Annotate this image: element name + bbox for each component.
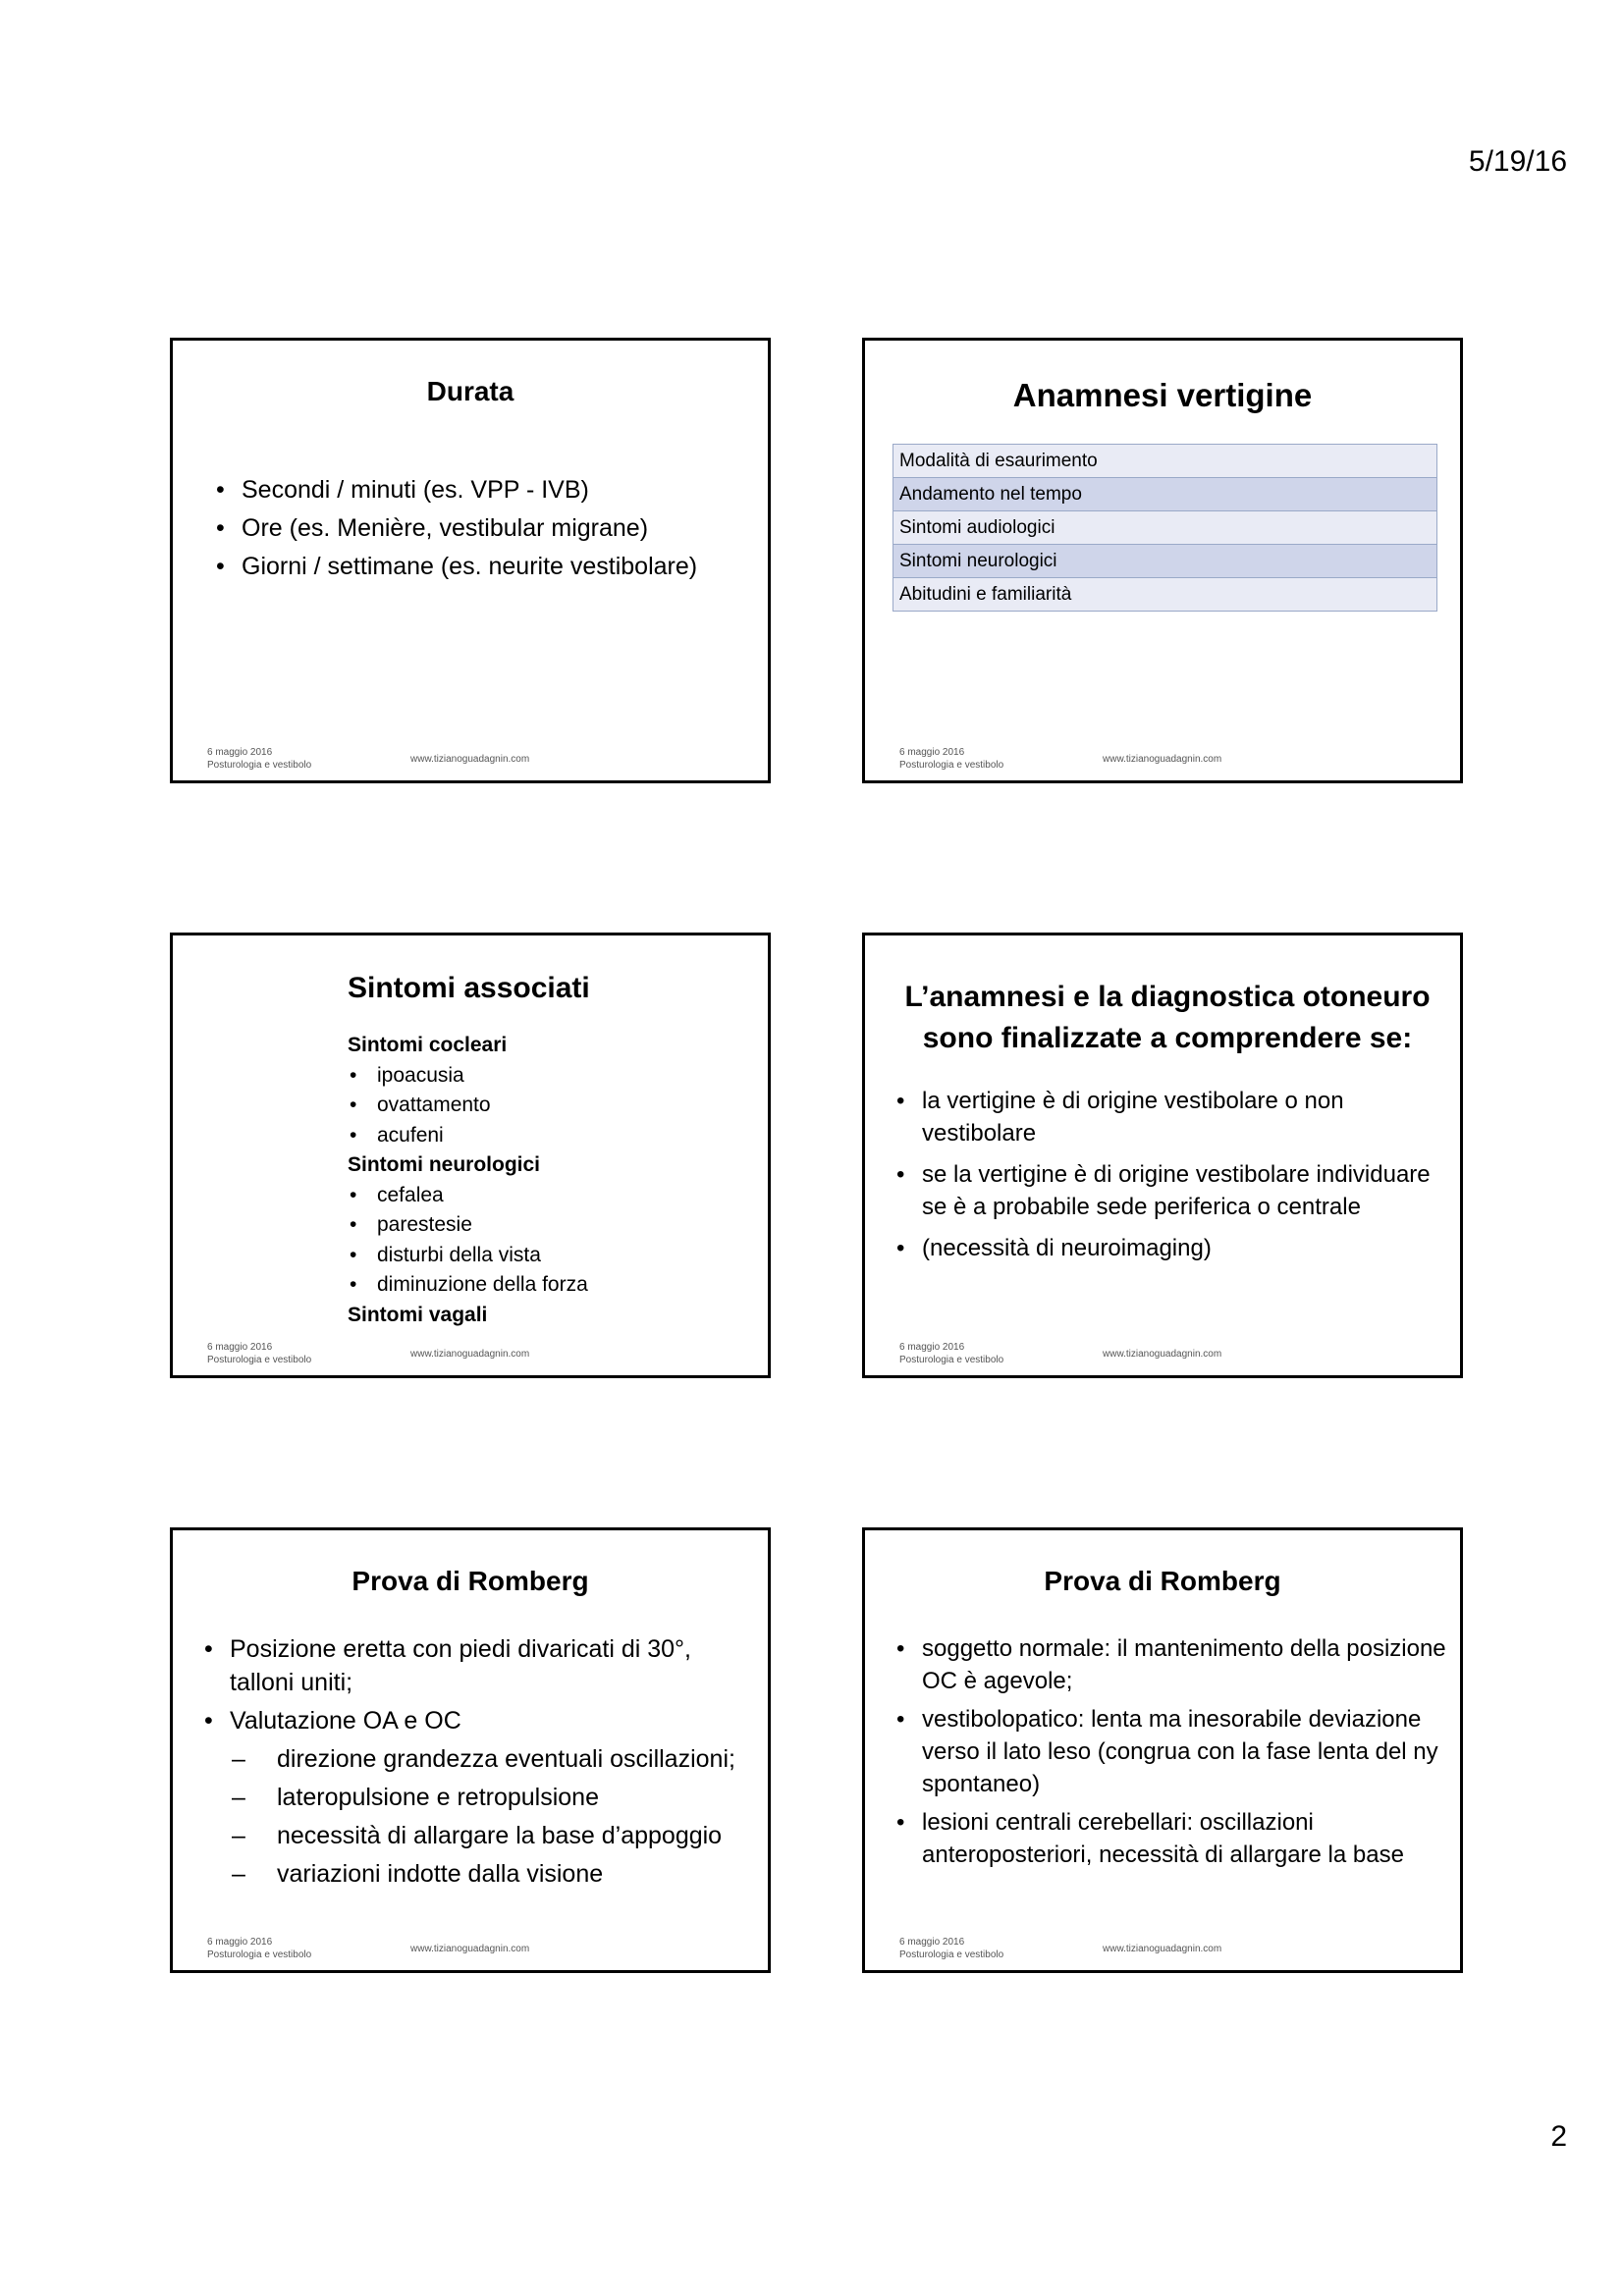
- footer-date: 6 maggio 2016: [207, 747, 273, 758]
- list-item: • disturbi della vista: [348, 1241, 740, 1271]
- section-header: Sintomi neurologici: [348, 1153, 541, 1176]
- slide-footer-left: [207, 1936, 311, 1961]
- bullet-list: [894, 1085, 1444, 1273]
- footer-date: 6 maggio 2016: [207, 1342, 273, 1353]
- footer-date: 6 maggio 2016: [899, 747, 965, 758]
- table-row: [893, 478, 1437, 511]
- slide-title: Anamnesi vertigine: [1012, 377, 1313, 413]
- bullet-item: • la vertigine è di origine vestibolare o non vestibolare: [894, 1085, 1444, 1149]
- table-cell: Modalità di esaurimento: [893, 445, 1437, 478]
- bullet-list: [214, 471, 744, 586]
- footer-subtitle: Posturologia e vestibolo: [899, 1355, 1004, 1365]
- footer-url: www.tizianoguadagnin.com: [410, 754, 530, 765]
- section-header: Sintomi cocleari: [348, 1034, 508, 1056]
- list-item: • acufeni: [348, 1121, 740, 1151]
- list-item: • ipoacusia: [348, 1061, 740, 1092]
- table-cell: Abitudini e familiarità: [893, 578, 1437, 612]
- sub-bullet-item: – lateropulsione e retropulsione: [232, 1781, 752, 1814]
- bullet-item: • vestibolopatico: lenta ma inesorabile deviazione verso il lato leso (congrua con la fase lenta del ny spontaneo): [894, 1703, 1454, 1800]
- slide-title: Prova di Romberg: [1044, 1566, 1281, 1596]
- bullet-item: • lesioni centrali cerebellari: oscillazioni anteroposteriori, necessità di allargare la base: [894, 1806, 1454, 1871]
- bullet-item: • Secondi / minuti (es. VPP - IVB): [214, 471, 744, 508]
- bullet-item: • Valutazione OA e OC: [202, 1704, 752, 1737]
- slide-title: L’anamnesi e la diagnostica otoneuro sono finalizzate a comprendere se:: [904, 981, 1431, 1054]
- anamnesi-table: [893, 444, 1437, 612]
- slide-prova-romberg-2: [862, 1527, 1463, 1973]
- footer-subtitle: Posturologia e vestibolo: [899, 1949, 1004, 1960]
- bullet-item: • soggetto normale: il mantenimento della posizione OC è agevole;: [894, 1632, 1454, 1697]
- page-date: 5/19/16: [1468, 145, 1567, 178]
- bullet-list: [202, 1632, 752, 1896]
- list-item: • parestesie: [348, 1210, 740, 1241]
- slide-anamnesi-diagnostica: [862, 933, 1463, 1378]
- sub-bullet-item: – direzione grandezza eventuali oscillazioni;: [232, 1742, 752, 1776]
- list-item: • cefalea: [348, 1181, 740, 1211]
- sub-bullet-item: – necessità di allargare la base d’appoggio: [232, 1819, 752, 1852]
- table-row: [893, 511, 1437, 545]
- sub-bullet-item: – variazioni indotte dalla visione: [232, 1857, 752, 1891]
- page-number: 2: [1550, 2120, 1567, 2153]
- slide-title: Prova di Romberg: [352, 1566, 589, 1596]
- list-item: • ovattamento: [348, 1091, 740, 1121]
- footer-subtitle: Posturologia e vestibolo: [207, 760, 312, 771]
- slide-footer-left: [899, 1936, 1003, 1961]
- slide-durata: [170, 338, 771, 783]
- symptom-list: [348, 1031, 740, 1330]
- footer-date: 6 maggio 2016: [899, 1937, 965, 1948]
- footer-url: www.tizianoguadagnin.com: [1103, 1349, 1222, 1360]
- bullet-item: • Giorni / settimane (es. neurite vestibolare): [214, 548, 744, 585]
- list-item: • diminuzione della forza: [348, 1270, 740, 1301]
- bullet-item: • Ore (es. Menière, vestibular migrane): [214, 509, 744, 547]
- table-cell: Sintomi audiologici: [893, 511, 1437, 545]
- slide-footer-left: [207, 746, 311, 772]
- footer-url: www.tizianoguadagnin.com: [410, 1944, 530, 1954]
- footer-date: 6 maggio 2016: [899, 1342, 965, 1353]
- table-row: [893, 545, 1437, 578]
- table-cell: Andamento nel tempo: [893, 478, 1437, 511]
- slide-title: Sintomi associati: [348, 972, 590, 1004]
- table-row: [893, 578, 1437, 612]
- slide-prova-romberg-1: [170, 1527, 771, 1973]
- footer-url: www.tizianoguadagnin.com: [410, 1349, 530, 1360]
- bullet-list: [894, 1632, 1454, 1877]
- table-row: [893, 445, 1437, 478]
- footer-subtitle: Posturologia e vestibolo: [899, 760, 1004, 771]
- footer-url: www.tizianoguadagnin.com: [1103, 754, 1222, 765]
- slide-footer-left: [899, 746, 1003, 772]
- section-header: Sintomi vagali: [348, 1303, 488, 1326]
- bullet-item: • Posizione eretta con piedi divaricati di 30°, talloni uniti;: [202, 1632, 752, 1699]
- footer-date: 6 maggio 2016: [207, 1937, 273, 1948]
- table-cell: Sintomi neurologici: [893, 545, 1437, 578]
- slide-footer-left: [899, 1341, 1003, 1366]
- slide-sintomi-associati: [170, 933, 771, 1378]
- slide-footer-left: [207, 1341, 311, 1366]
- bullet-item: • se la vertigine è di origine vestibolare individuare se è a probabile sede periferica o centrale: [894, 1158, 1444, 1223]
- footer-subtitle: Posturologia e vestibolo: [207, 1949, 312, 1960]
- bullet-item: • (necessità di neuroimaging): [894, 1232, 1444, 1264]
- slide-title: Durata: [426, 376, 514, 406]
- slide-anamnesi-vertigine: [862, 338, 1463, 783]
- footer-subtitle: Posturologia e vestibolo: [207, 1355, 312, 1365]
- footer-url: www.tizianoguadagnin.com: [1103, 1944, 1222, 1954]
